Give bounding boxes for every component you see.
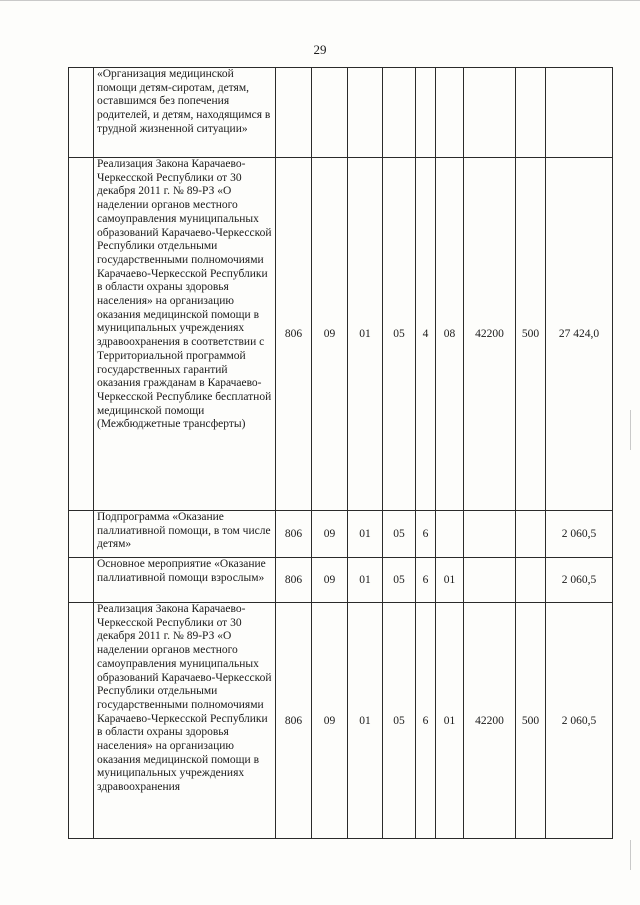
- cell-expense-type: [516, 511, 546, 558]
- scan-edge-mark: [0, 0, 640, 1]
- scan-edge-mark: [630, 840, 631, 870]
- cell-program-code: 05: [383, 558, 416, 603]
- budget-table: [68, 67, 613, 839]
- cell-amount: 2 060,5: [546, 558, 613, 603]
- cell-program-code: 05: [383, 603, 416, 839]
- cell-expense-type: 500: [516, 603, 546, 839]
- cell-subsection-code: 01: [348, 158, 383, 511]
- cell-subprogram-code: 6: [416, 603, 436, 839]
- cell-program-code: 05: [383, 158, 416, 511]
- cell-ministry-code: [276, 68, 312, 158]
- row-description: «Организация медицинской помощи детям-сиротам, детям, оставшимся без попечения родителей, и детям, находящимся в трудной жизненной ситуации»: [94, 68, 276, 158]
- cell-section-code: 09: [312, 558, 348, 603]
- row-description: Основное мероприятие «Оказание паллиативной помощи взрослым»: [94, 558, 276, 603]
- page-number: 29: [313, 42, 327, 57]
- blank-cell: [69, 558, 94, 603]
- cell-subsection-code: 01: [348, 511, 383, 558]
- cell-activity-code: 01: [436, 558, 464, 603]
- cell-direction-code: [464, 558, 516, 603]
- cell-subprogram-code: 6: [416, 511, 436, 558]
- table-row: [69, 511, 613, 558]
- cell-subprogram-code: 6: [416, 558, 436, 603]
- blank-cell: [69, 603, 94, 839]
- blank-cell: [69, 158, 94, 511]
- cell-amount: 2 060,5: [546, 603, 613, 839]
- row-description: Реализация Закона Карачаево-Черкесской Республики от 30 декабря 2011 г. № 89-РЗ «О наделении органов местного самоуправления муниципальных образований Карачаево-Черкесской Республики отдельными государственными полномочиями Карачаево-Черкесской Республики в области охраны здоровья населения» на организацию оказания медицинской помощи в муниципальных учреждениях здравоохранения: [94, 603, 276, 839]
- cell-subprogram-code: [416, 68, 436, 158]
- row-description: Подпрограмма «Оказание паллиативной помощи, в том числе детям»: [94, 511, 276, 558]
- cell-amount: 2 060,5: [546, 511, 613, 558]
- cell-direction-code: [464, 68, 516, 158]
- cell-activity-code: 08: [436, 158, 464, 511]
- blank-cell: [69, 511, 94, 558]
- cell-section-code: 09: [312, 603, 348, 839]
- cell-section-code: [312, 68, 348, 158]
- cell-activity-code: [436, 511, 464, 558]
- cell-program-code: 05: [383, 511, 416, 558]
- cell-direction-code: 42200: [464, 158, 516, 511]
- cell-subsection-code: 01: [348, 558, 383, 603]
- cell-activity-code: 01: [436, 603, 464, 839]
- table-row: [69, 558, 613, 603]
- cell-subprogram-code: 4: [416, 158, 436, 511]
- cell-direction-code: 42200: [464, 603, 516, 839]
- cell-activity-code: [436, 68, 464, 158]
- cell-expense-type: 500: [516, 158, 546, 511]
- cell-ministry-code: 806: [276, 603, 312, 839]
- cell-subsection-code: 01: [348, 603, 383, 839]
- cell-expense-type: [516, 68, 546, 158]
- cell-expense-type: [516, 558, 546, 603]
- cell-ministry-code: 806: [276, 558, 312, 603]
- cell-program-code: [383, 68, 416, 158]
- table-row: [69, 158, 613, 511]
- cell-ministry-code: 806: [276, 158, 312, 511]
- cell-section-code: 09: [312, 158, 348, 511]
- cell-ministry-code: 806: [276, 511, 312, 558]
- row-description: Реализация Закона Карачаево-Черкесской Республики от 30 декабря 2011 г. № 89-РЗ «О наделении органов местного самоуправления муниципальных образований Карачаево-Черкесской Республики отдельными государственными полномочиями Карачаево-Черкесской Республики в области охраны здоровья населения» на организацию оказания медицинской помощи в муниципальных учреждениях здравоохранения в соответствии с Территориальной программой государственных гарантий оказания гражданам в Карачаево-Черкесской Республике бесплатной медицинской помощи (Межбюджетные трансферты): [94, 158, 276, 511]
- blank-cell: [69, 68, 94, 158]
- table-row: [69, 68, 613, 158]
- cell-subsection-code: [348, 68, 383, 158]
- cell-direction-code: [464, 511, 516, 558]
- cell-amount: 27 424,0: [546, 158, 613, 511]
- table-row: [69, 603, 613, 839]
- cell-section-code: 09: [312, 511, 348, 558]
- cell-amount: [546, 68, 613, 158]
- scan-edge-mark: [630, 410, 631, 450]
